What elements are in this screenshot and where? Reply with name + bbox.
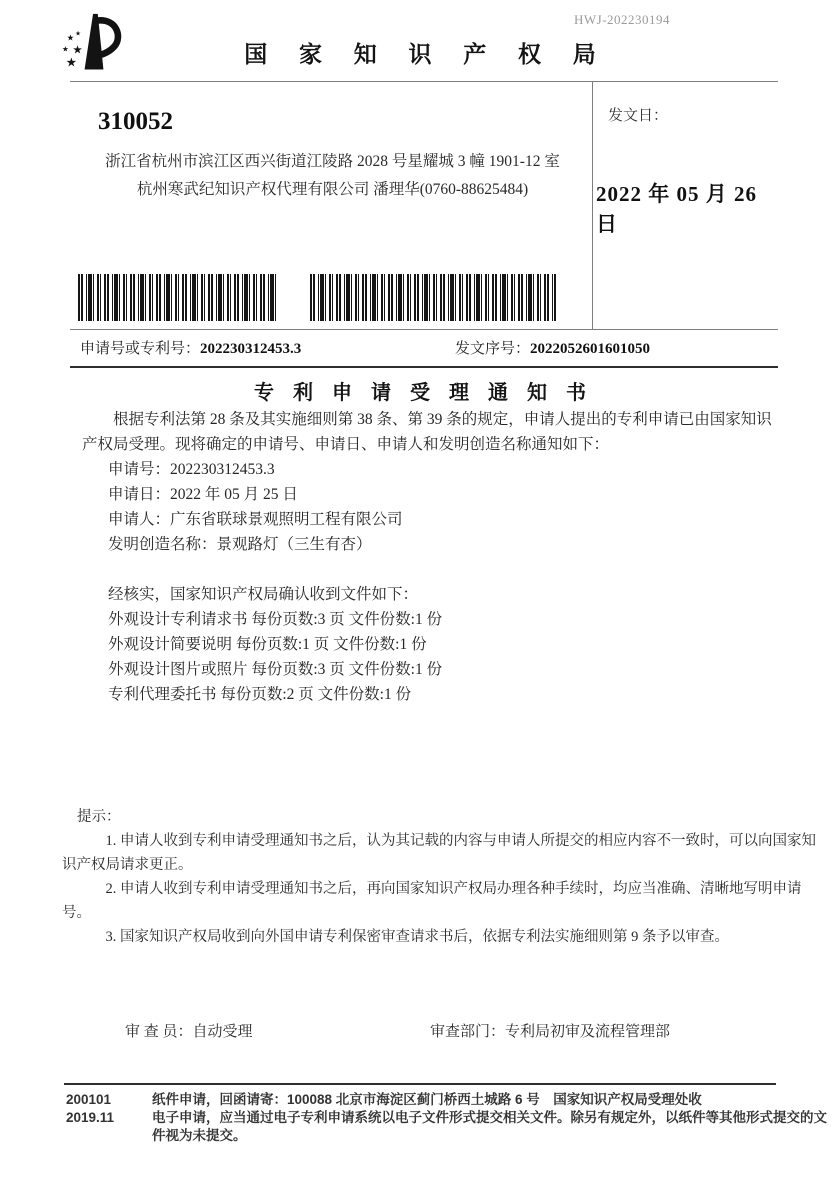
received-files-intro: 经核实，国家知识产权局确认收到文件如下： xyxy=(108,586,419,603)
recipient-postal-code: 310052 xyxy=(98,108,173,135)
svg-text:★: ★ xyxy=(61,44,69,54)
detail-filing-date: 申请日：2022 年 05 月 25 日 xyxy=(108,486,298,503)
review-department-value: 专利局初审及流程管理部 xyxy=(505,1024,671,1040)
examiner-label: 审 查 员： xyxy=(125,1024,193,1040)
footer-divider xyxy=(64,1083,776,1085)
footer-code: 200101 xyxy=(66,1092,112,1107)
svg-text:★: ★ xyxy=(65,55,77,70)
application-number xyxy=(80,337,301,358)
serial-number xyxy=(455,337,650,358)
barcode xyxy=(310,274,556,321)
received-file-item: 外观设计专利请求书 每份页数:3 页 文件份数:1 份 xyxy=(108,611,443,628)
document-ref-number: HWJ-202230194 xyxy=(574,12,671,27)
header-vertical-divider xyxy=(592,82,593,329)
review-department-label: 审查部门： xyxy=(430,1024,506,1040)
hint-item-2: 2. 申请人收到专利申请受理通知书之后，再向国家知识产权局办理各种手续时，均应当准确、清晰地写明申请号。 xyxy=(62,881,802,921)
spacer xyxy=(82,557,782,582)
serial-number-value: 2022052601601050 xyxy=(530,341,651,357)
issue-date-label: 发文日： xyxy=(608,108,669,124)
examiner-value: 自动受理 xyxy=(192,1024,253,1040)
intro-paragraph: 根据专利法第 28 条及其实施细则第 38 条、第 39 条的规定，申请人提出的专利申请已由国家知识产权局受理。现将确定的申请号、申请日、申请人和发明创造名称通知如下： xyxy=(82,411,772,453)
recipient-address-line1: 浙江省杭州市滨江区西兴街道江陵路 2028 号星耀城 3 幢 1901-12 室 xyxy=(105,153,560,170)
examiner xyxy=(125,1020,253,1041)
hints-section xyxy=(62,805,824,949)
issue-date-value: 2022 年 05 月 26 日 xyxy=(596,182,757,236)
footer-row-paper xyxy=(66,1091,828,1109)
serial-number-label: 发文序号： xyxy=(455,341,531,357)
received-file-item: 外观设计图片或照片 每份页数:3 页 文件份数:1 份 xyxy=(108,661,443,678)
hint-item-1: 1. 申请人收到专利申请受理通知书之后，认为其记载的内容与申请人所提交的相应内容不一致时，可以向国家知识产权局请求更正。 xyxy=(62,833,816,873)
received-file-item: 外观设计简要说明 每份页数:1 页 文件份数:1 份 xyxy=(108,636,427,653)
svg-text:★: ★ xyxy=(75,30,82,38)
footer-code: 2019.11 xyxy=(66,1110,115,1125)
application-number-label: 申请号或专利号： xyxy=(80,341,201,357)
svg-text:★: ★ xyxy=(72,44,83,57)
notice-body xyxy=(82,407,782,707)
header-box xyxy=(70,81,778,330)
recipient-address xyxy=(80,148,585,204)
detail-invention-title: 发明创造名称：景观路灯（三生有杏） xyxy=(108,536,372,553)
received-file-item: 专利代理委托书 每份页数:2 页 文件份数:1 份 xyxy=(108,686,412,703)
footer-notes xyxy=(66,1091,828,1145)
svg-text:★: ★ xyxy=(66,32,75,43)
hint-item-3: 3. 国家知识产权局收到向外国申请专利保密审查请求书后，依据专利法实施细则第 9 条予以审查。 xyxy=(105,929,729,945)
review-department xyxy=(430,1020,670,1041)
detail-application-number: 申请号：202230312453.3 xyxy=(108,461,275,478)
recipient-address-line2: 杭州寒武纪知识产权代理有限公司 潘理华(0760-88625484) xyxy=(136,181,529,198)
detail-applicant: 申请人：广东省联球景观照明工程有限公司 xyxy=(108,511,403,528)
notice-title: 专 利 申 请 受 理 通 知 书 xyxy=(254,382,593,404)
footer-row-electronic xyxy=(66,1109,828,1145)
application-number-value: 202230312453.3 xyxy=(200,341,302,357)
agency-title: 国 家 知 识 产 权 局 xyxy=(244,42,609,67)
title-divider xyxy=(70,366,778,368)
hints-label: 提示： xyxy=(77,809,121,825)
footer-text: 纸件申请，回函请寄：100088 北京市海淀区蓟门桥西土城路 6 号 国家知识产权局受理处收 xyxy=(152,1092,702,1107)
footer-text: 电子申请，应当通过电子专利申请系统以电子文件形式提交相关文件。除另有规定外，以纸件等其他形式提交的文件视为未提交。 xyxy=(152,1110,827,1143)
barcode xyxy=(78,274,276,321)
